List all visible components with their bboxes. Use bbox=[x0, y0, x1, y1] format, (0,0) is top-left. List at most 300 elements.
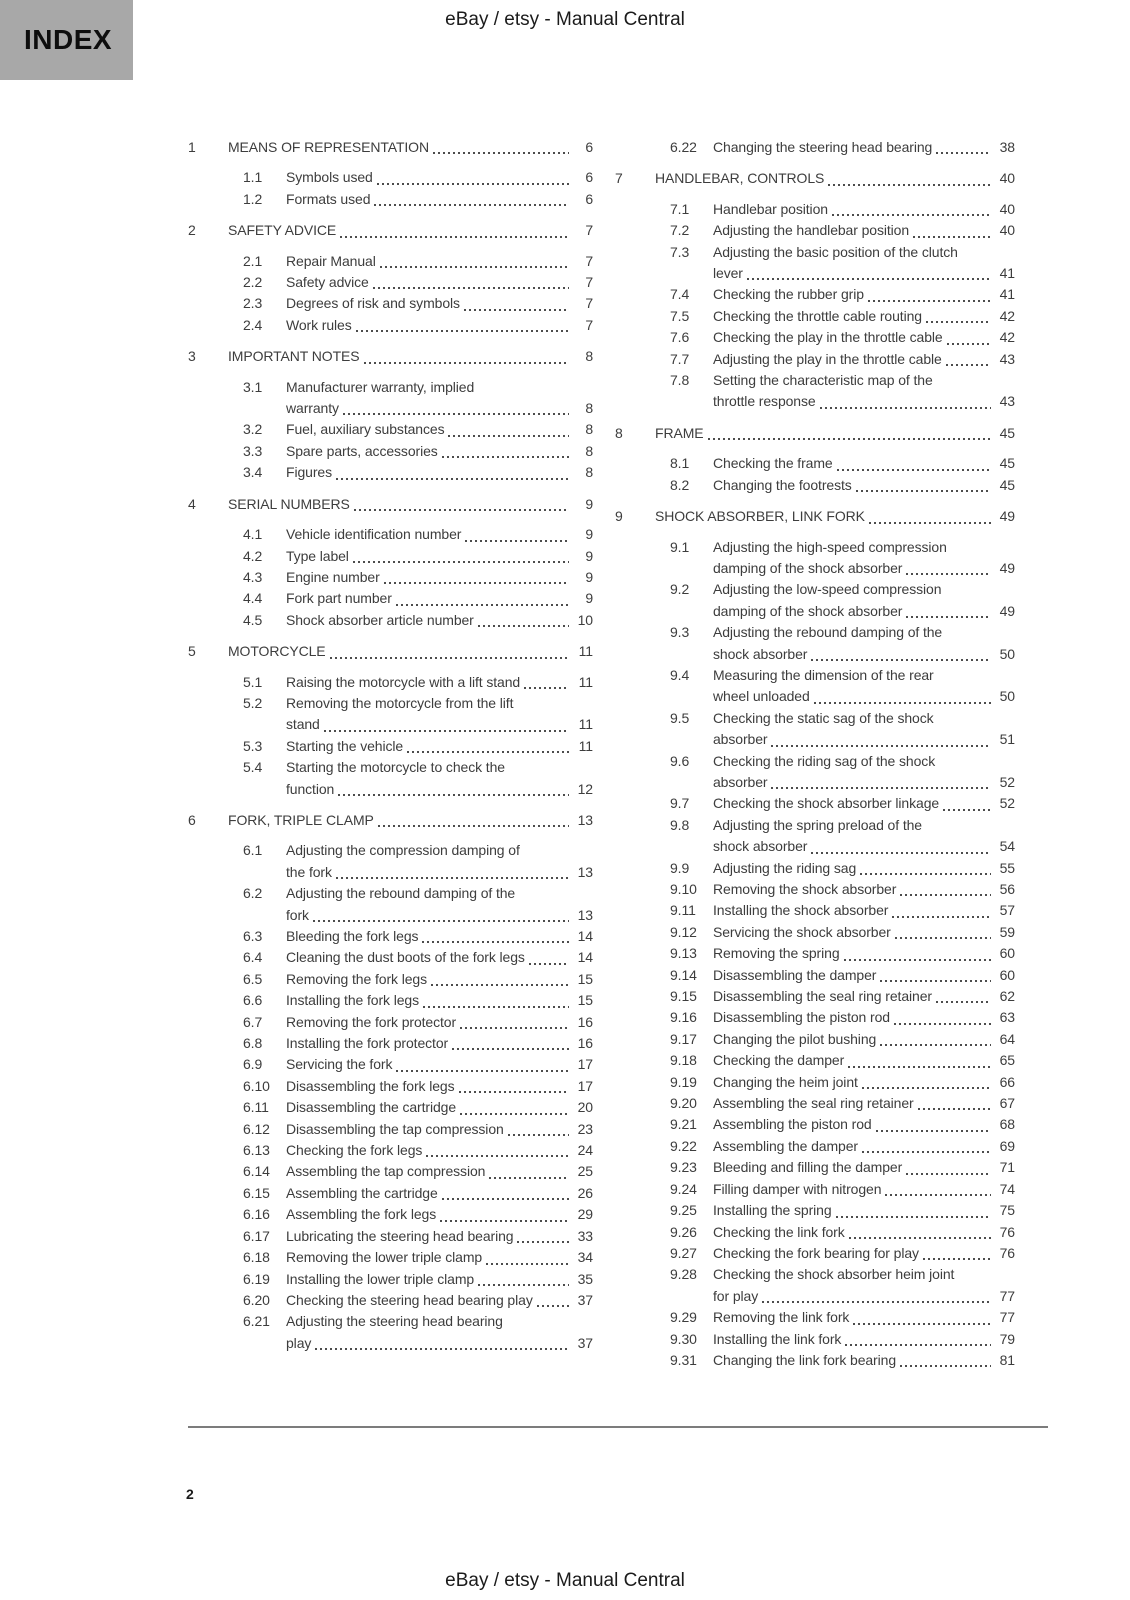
toc-entry-title: Removing the fork legs bbox=[286, 970, 427, 987]
toc-entry-7.3 bbox=[615, 242, 1015, 285]
toc-entry-9 bbox=[615, 506, 1015, 527]
toc-entry-page: 40 bbox=[999, 222, 1015, 239]
toc-entry-number: 3 bbox=[188, 348, 196, 365]
toc-entry-page: 9 bbox=[585, 590, 593, 607]
toc-entry-page: 7 bbox=[585, 295, 593, 312]
toc-entry-body bbox=[713, 242, 1015, 285]
toc-entry-title: Removing the fork protector bbox=[286, 1013, 457, 1030]
toc-entry-body bbox=[713, 622, 1015, 665]
toc-entry-page: 35 bbox=[577, 1270, 593, 1287]
toc-entry-body bbox=[286, 419, 593, 440]
toc-entry-9.9 bbox=[615, 858, 1015, 879]
toc-entry-title: HANDLEBAR, CONTROLS bbox=[655, 170, 825, 187]
dot-leader bbox=[747, 278, 991, 280]
toc-entry-6.14 bbox=[188, 1161, 593, 1182]
toc-entry-9.1 bbox=[615, 537, 1015, 580]
dot-leader bbox=[384, 582, 569, 584]
toc-entry-title: Changing the link fork bearing bbox=[713, 1351, 897, 1368]
toc-entry-lastline bbox=[286, 1119, 593, 1140]
toc-entry-lastline bbox=[713, 137, 1015, 158]
toc-entry-title: Checking the shock absorber heim joint bbox=[713, 1266, 955, 1283]
toc-entry-lastline bbox=[713, 1350, 1015, 1371]
toc-entry-4.4 bbox=[188, 588, 593, 609]
toc-entry-page: 54 bbox=[999, 838, 1015, 855]
toc-entry-lastline bbox=[286, 588, 593, 609]
dot-leader bbox=[837, 469, 991, 471]
dot-leader bbox=[771, 745, 991, 747]
dot-leader bbox=[460, 1113, 569, 1115]
toc-entry-number: 9.22 bbox=[670, 1137, 697, 1154]
toc-entry-6.7 bbox=[188, 1012, 593, 1033]
toc-entry-page: 29 bbox=[577, 1206, 593, 1223]
toc-entry-title: Disassembling the fork legs bbox=[286, 1077, 455, 1094]
dot-leader bbox=[880, 1044, 991, 1046]
toc-entry-page: 66 bbox=[999, 1073, 1015, 1090]
dot-leader bbox=[524, 687, 569, 689]
toc-entry-4.1 bbox=[188, 524, 593, 545]
toc-entry-page: 13 bbox=[577, 863, 593, 880]
toc-entry-title: Lubricating the steering head bearing bbox=[286, 1227, 514, 1244]
toc-entry-body bbox=[286, 1033, 593, 1054]
toc-entry-lastline bbox=[286, 272, 593, 293]
toc-entry-number: 9 bbox=[615, 508, 623, 525]
toc-entry-page: 81 bbox=[999, 1351, 1015, 1368]
toc-entry-body bbox=[713, 1179, 1015, 1200]
toc-entry-body bbox=[286, 546, 593, 567]
toc-entry-6.3 bbox=[188, 926, 593, 947]
dot-leader bbox=[442, 456, 569, 458]
toc-entry-page: 7 bbox=[585, 316, 593, 333]
toc-entry-title: Adjusting the steering head bearing bbox=[286, 1313, 503, 1330]
dot-leader bbox=[452, 1048, 569, 1050]
toc-entry-title: Adjusting the rebound damping of the bbox=[286, 885, 516, 902]
dot-leader bbox=[906, 1173, 991, 1175]
toc-entry-title: Figures bbox=[286, 464, 332, 481]
toc-entry-6.9 bbox=[188, 1054, 593, 1075]
dot-leader bbox=[885, 1194, 991, 1196]
toc-entry-lastline bbox=[713, 1114, 1015, 1135]
toc-entry-number: 7.3 bbox=[670, 243, 690, 260]
toc-entry-title: shock absorber bbox=[713, 645, 808, 662]
dot-leader bbox=[459, 1091, 570, 1093]
toc-entry-title: Manufacturer warranty, implied bbox=[286, 378, 475, 395]
toc-entry-body bbox=[228, 137, 593, 158]
toc-entry-title: Starting the motorcycle to check the bbox=[286, 759, 505, 776]
toc-entry-title: Removing the shock absorber bbox=[713, 881, 897, 897]
toc-entry-title: Handlebar position bbox=[713, 200, 828, 217]
dot-leader bbox=[426, 1155, 569, 1157]
toc-entry-title: Fork part number bbox=[286, 590, 392, 607]
toc-entry-title: Starting the vehicle bbox=[286, 737, 404, 754]
toc-entry-lastline bbox=[713, 922, 1015, 943]
dot-leader bbox=[860, 873, 991, 875]
toc-entry-body bbox=[228, 346, 593, 367]
toc-entry-5 bbox=[188, 641, 593, 662]
toc-entry-page: 49 bbox=[999, 602, 1015, 619]
toc-entry-title: Work rules bbox=[286, 316, 352, 333]
toc-entry-title: Formats used bbox=[286, 190, 371, 207]
toc-entry-title: Checking the link fork bbox=[713, 1223, 845, 1240]
toc-entry-6.16 bbox=[188, 1204, 593, 1225]
toc-entry-6.11 bbox=[188, 1097, 593, 1118]
toc-entry-lastline bbox=[286, 524, 593, 545]
toc-entry-lastline bbox=[713, 1179, 1015, 1200]
toc-entry-title: Assembling the piston rod bbox=[713, 1116, 872, 1133]
dot-leader bbox=[820, 407, 991, 409]
toc-entry-body bbox=[286, 441, 593, 462]
toc-entry-lastline bbox=[713, 793, 1015, 814]
toc-entry-body bbox=[286, 1311, 593, 1354]
toc-entry-9.2 bbox=[615, 579, 1015, 622]
toc-entry-title: MOTORCYCLE bbox=[228, 643, 326, 660]
toc-entry-number: 6.8 bbox=[243, 1035, 263, 1052]
toc-entry-body bbox=[713, 900, 1015, 921]
toc-entry-title: for play bbox=[713, 1287, 759, 1304]
toc-entry-page: 6 bbox=[585, 139, 593, 155]
toc-entry-number: 7.1 bbox=[670, 200, 690, 217]
toc-entry-body bbox=[286, 883, 593, 926]
toc-entry-title: Checking the damper bbox=[713, 1052, 845, 1069]
toc-entry-3 bbox=[188, 346, 593, 367]
toc-entry-title: Adjusting the handlebar position bbox=[713, 222, 910, 239]
toc-entry-body bbox=[713, 986, 1015, 1007]
toc-entry-title: Measuring the dimension of the rear bbox=[713, 666, 934, 683]
toc-entry-lastline bbox=[286, 419, 593, 440]
toc-entry-lastline bbox=[713, 986, 1015, 1007]
toc-entry-title: Assembling the damper bbox=[713, 1137, 858, 1154]
dot-leader bbox=[315, 1348, 569, 1350]
toc-entry-body bbox=[713, 284, 1015, 305]
toc-entry-9.18 bbox=[615, 1050, 1015, 1071]
dot-leader bbox=[862, 1087, 991, 1089]
toc-entry-body bbox=[713, 1093, 1015, 1114]
toc-entry-lastline bbox=[713, 558, 1015, 579]
toc-entry-body bbox=[286, 167, 593, 188]
toc-entry-body bbox=[286, 524, 593, 545]
toc-entry-number: 9.20 bbox=[670, 1095, 697, 1112]
toc-entry-6.4 bbox=[188, 947, 593, 968]
toc-entry-6.12 bbox=[188, 1119, 593, 1140]
toc-entry-page: 60 bbox=[999, 945, 1015, 962]
toc-entry-lastline bbox=[713, 306, 1015, 327]
toc-entry-title: Adjusting the compression damping of bbox=[286, 842, 520, 859]
dot-leader bbox=[374, 204, 569, 206]
toc-entry-lastline bbox=[713, 1243, 1015, 1264]
dot-leader bbox=[923, 1258, 991, 1260]
dot-leader bbox=[868, 300, 991, 302]
toc-entry-lastline bbox=[713, 1286, 1015, 1307]
toc-entry-page: 20 bbox=[577, 1099, 593, 1116]
toc-entry-body bbox=[286, 736, 593, 757]
toc-entry-page: 71 bbox=[999, 1159, 1015, 1176]
toc-entry-body bbox=[286, 588, 593, 609]
toc-entry-page: 38 bbox=[999, 139, 1015, 155]
toc-entry-page: 11 bbox=[578, 716, 593, 733]
toc-entry-lastline bbox=[713, 1307, 1015, 1328]
toc-entry-8 bbox=[615, 423, 1015, 444]
dot-leader bbox=[906, 573, 991, 575]
toc-entry-title: Servicing the shock absorber bbox=[713, 923, 891, 940]
toc-entry-title: Repair Manual bbox=[286, 252, 376, 269]
toc-entry-title: Adjusting the spring preload of the bbox=[713, 816, 922, 833]
toc-entry-title: Changing the steering head bearing bbox=[713, 139, 933, 155]
dot-leader bbox=[407, 751, 569, 753]
toc-entry-number: 9.10 bbox=[670, 881, 697, 897]
toc-entry-number: 6.13 bbox=[243, 1142, 270, 1159]
toc-entry-5.4 bbox=[188, 757, 593, 800]
toc-entry-page: 68 bbox=[999, 1116, 1015, 1133]
toc-entry-title: function bbox=[286, 780, 335, 797]
dot-leader bbox=[364, 362, 569, 364]
toc-entry-title: Installing the fork legs bbox=[286, 992, 420, 1009]
toc-entry-9.20 bbox=[615, 1093, 1015, 1114]
toc-entry-body bbox=[286, 610, 593, 631]
toc-entry-lastline bbox=[286, 905, 593, 926]
toc-entry-body bbox=[286, 272, 593, 293]
toc-entry-8.2 bbox=[615, 475, 1015, 496]
toc-entry-number: 7.6 bbox=[670, 329, 690, 346]
toc-entry-title: Installing the spring bbox=[713, 1202, 832, 1219]
toc-entry-page: 64 bbox=[999, 1030, 1015, 1047]
toc-entry-title: stand bbox=[286, 716, 320, 733]
toc-entry-lastline bbox=[713, 900, 1015, 921]
toc-entry-page: 42 bbox=[999, 329, 1015, 346]
toc-entry-body bbox=[286, 947, 593, 968]
toc-entry-body bbox=[655, 423, 1015, 444]
toc-entry-number: 2.2 bbox=[243, 274, 263, 291]
dot-leader bbox=[862, 1151, 991, 1153]
toc-entry-1 bbox=[188, 137, 593, 158]
toc-entry-title: absorber bbox=[713, 731, 768, 748]
toc-entry-body bbox=[713, 1350, 1015, 1371]
toc-entry-lastline bbox=[286, 189, 593, 210]
toc-entry-title: Shock absorber article number bbox=[286, 611, 474, 628]
toc-entry-page: 79 bbox=[999, 1330, 1015, 1347]
toc-entry-body bbox=[713, 327, 1015, 348]
toc-entry-lastline bbox=[286, 714, 593, 735]
dot-leader bbox=[869, 522, 991, 524]
toc-entry-page: 14 bbox=[577, 928, 593, 944]
dot-leader bbox=[422, 941, 569, 943]
toc-entry-lastline bbox=[228, 220, 593, 241]
toc-entry-title: fork bbox=[286, 906, 309, 923]
toc-entry-body bbox=[286, 1076, 593, 1097]
dot-leader bbox=[448, 435, 569, 437]
toc-entry-title: Checking the fork bearing for play bbox=[713, 1244, 919, 1261]
toc-entry-lastline bbox=[713, 772, 1015, 793]
toc-entry-body bbox=[228, 641, 593, 662]
toc-entry-page: 45 bbox=[999, 476, 1015, 493]
toc-entry-number: 6.6 bbox=[243, 992, 263, 1009]
dot-leader bbox=[849, 1237, 991, 1239]
toc-entry-body bbox=[713, 1264, 1015, 1307]
dot-leader bbox=[336, 877, 569, 879]
toc-entry-number: 9.25 bbox=[670, 1202, 697, 1219]
dot-leader bbox=[880, 980, 991, 982]
toc-entry-lastline bbox=[713, 1200, 1015, 1221]
toc-entry-title: Changing the heim joint bbox=[713, 1073, 858, 1090]
dot-leader bbox=[811, 852, 991, 854]
toc-entry-page: 40 bbox=[999, 200, 1015, 217]
toc-column-left bbox=[188, 127, 593, 1371]
toc-entry-7.7 bbox=[615, 349, 1015, 370]
dot-leader bbox=[708, 438, 991, 440]
toc-entry-body bbox=[286, 251, 593, 272]
dot-leader bbox=[814, 702, 991, 704]
footer-divider bbox=[188, 1426, 1048, 1428]
toc-entry-title: throttle response bbox=[713, 393, 816, 410]
toc-entry-title: Engine number bbox=[286, 568, 380, 585]
toc-entry-lastline bbox=[286, 546, 593, 567]
dot-leader bbox=[353, 561, 569, 563]
toc-entry-3.3 bbox=[188, 441, 593, 462]
toc-entry-number: 6.17 bbox=[243, 1227, 270, 1244]
toc-entry-9.13 bbox=[615, 943, 1015, 964]
dot-leader bbox=[906, 616, 991, 618]
toc-entry-page: 8 bbox=[585, 421, 593, 438]
toc-entry-title: Assembling the tap compression bbox=[286, 1163, 486, 1180]
toc-entry-number: 6.20 bbox=[243, 1291, 270, 1308]
toc-entry-page: 9 bbox=[585, 526, 593, 543]
toc-entry-body bbox=[713, 1114, 1015, 1135]
toc-entry-9.10 bbox=[615, 879, 1015, 900]
toc-entry-body bbox=[713, 306, 1015, 327]
toc-entry-body bbox=[713, 579, 1015, 622]
toc-entry-title: Adjusting the rebound damping of the bbox=[713, 624, 943, 641]
toc-entry-lastline bbox=[286, 293, 593, 314]
toc-entry-lastline bbox=[713, 475, 1015, 496]
toc-entry-lastline bbox=[286, 926, 593, 947]
toc-entry-page: 33 bbox=[577, 1227, 593, 1244]
toc-entry-page: 34 bbox=[577, 1249, 593, 1266]
toc-entry-body bbox=[286, 990, 593, 1011]
toc-entry-number: 6.12 bbox=[243, 1120, 270, 1137]
toc-entry-lastline bbox=[286, 969, 593, 990]
toc-entry-body bbox=[713, 1050, 1015, 1071]
toc-entry-6.20 bbox=[188, 1290, 593, 1311]
toc-entry-4.2 bbox=[188, 546, 593, 567]
toc-entry-body bbox=[286, 1119, 593, 1140]
dot-leader bbox=[340, 236, 569, 238]
toc-entry-page: 65 bbox=[999, 1052, 1015, 1069]
toc-entry-page: 8 bbox=[585, 400, 593, 417]
toc-entry-page: 7 bbox=[585, 222, 593, 239]
toc-entry-page: 50 bbox=[999, 645, 1015, 662]
toc-entry-lastline bbox=[713, 327, 1015, 348]
toc-entry-lastline bbox=[286, 1054, 593, 1075]
dot-leader bbox=[892, 916, 991, 918]
dot-leader bbox=[946, 364, 991, 366]
toc-entry-lastline bbox=[713, 644, 1015, 665]
toc-entry-title: Checking the steering head bearing play bbox=[286, 1291, 533, 1308]
toc-entry-number: 9.8 bbox=[670, 816, 690, 833]
toc-entry-lastline bbox=[713, 1157, 1015, 1178]
toc-entry-body bbox=[286, 293, 593, 314]
toc-entry-title: Installing the shock absorber bbox=[713, 902, 889, 919]
toc-entry-body bbox=[713, 751, 1015, 794]
toc-entry-lastline bbox=[713, 1029, 1015, 1050]
toc-entry-title: Raising the motorcycle with a lift stand bbox=[286, 673, 521, 690]
toc-entry-6.8 bbox=[188, 1033, 593, 1054]
dot-leader bbox=[844, 959, 992, 961]
document-footer-title: eBay / etsy - Manual Central bbox=[445, 1570, 685, 1591]
toc-entry-number: 9.7 bbox=[670, 795, 690, 812]
toc-entry-title: SAFETY ADVICE bbox=[228, 222, 337, 239]
toc-entry-lastline bbox=[228, 641, 593, 662]
toc-entry-4.3 bbox=[188, 567, 593, 588]
toc-entry-title: Bleeding the fork legs bbox=[286, 928, 419, 944]
table-of-contents bbox=[188, 127, 1015, 1371]
toc-entry-number: 5 bbox=[188, 643, 196, 660]
toc-entry-lastline bbox=[713, 199, 1015, 220]
toc-entry-page: 42 bbox=[999, 307, 1015, 324]
toc-entry-lastline bbox=[286, 1183, 593, 1204]
toc-entry-9.31 bbox=[615, 1350, 1015, 1371]
toc-entry-page: 77 bbox=[999, 1309, 1015, 1326]
toc-entry-body bbox=[713, 370, 1015, 413]
toc-entry-page: 16 bbox=[577, 1013, 593, 1030]
toc-entry-6.21 bbox=[188, 1311, 593, 1354]
dot-leader bbox=[936, 1001, 991, 1003]
toc-entry-body bbox=[713, 220, 1015, 241]
toc-entry-6.10 bbox=[188, 1076, 593, 1097]
toc-entry-lastline bbox=[655, 506, 1015, 527]
toc-entry-number: 8 bbox=[615, 424, 623, 441]
toc-entry-9.22 bbox=[615, 1136, 1015, 1157]
toc-entry-number: 6.15 bbox=[243, 1184, 270, 1201]
toc-entry-9.12 bbox=[615, 922, 1015, 943]
toc-entry-number: 9.28 bbox=[670, 1266, 697, 1283]
toc-entry-9.11 bbox=[615, 900, 1015, 921]
toc-entry-number: 8.1 bbox=[670, 455, 690, 472]
toc-entry-number: 6.16 bbox=[243, 1206, 270, 1223]
toc-entry-lastline bbox=[713, 284, 1015, 305]
toc-entry-6.19 bbox=[188, 1269, 593, 1290]
toc-entry-title: Changing the footrests bbox=[713, 476, 852, 493]
toc-entry-body bbox=[713, 943, 1015, 964]
toc-entry-page: 41 bbox=[999, 265, 1015, 282]
toc-entry-page: 8 bbox=[585, 442, 593, 459]
toc-entry-9.23 bbox=[615, 1157, 1015, 1178]
toc-entry-lastline bbox=[713, 263, 1015, 284]
toc-entry-body bbox=[713, 1200, 1015, 1221]
toc-entry-number: 2.1 bbox=[243, 252, 263, 269]
toc-entry-title: the fork bbox=[286, 863, 332, 880]
toc-entry-number: 1.1 bbox=[243, 169, 263, 186]
toc-entry-title: Cleaning the dust boots of the fork legs bbox=[286, 949, 525, 966]
toc-entry-page: 57 bbox=[999, 902, 1015, 919]
toc-entry-page: 6 bbox=[585, 190, 593, 207]
toc-entry-body bbox=[228, 810, 593, 831]
toc-entry-body bbox=[713, 793, 1015, 814]
toc-entry-page: 17 bbox=[577, 1077, 593, 1094]
toc-entry-title: absorber bbox=[713, 773, 768, 790]
toc-entry-title: SERIAL NUMBERS bbox=[228, 495, 350, 512]
toc-entry-page: 37 bbox=[577, 1291, 593, 1308]
toc-entry-2 bbox=[188, 220, 593, 241]
toc-entry-lastline bbox=[286, 1097, 593, 1118]
toc-entry-number: 6.1 bbox=[243, 842, 263, 859]
toc-entry-5.1 bbox=[188, 672, 593, 693]
toc-entry-lastline bbox=[286, 1204, 593, 1225]
dot-leader bbox=[440, 1220, 569, 1222]
toc-entry-2.4 bbox=[188, 315, 593, 336]
dot-leader bbox=[926, 321, 991, 323]
dot-leader bbox=[771, 787, 991, 789]
toc-entry-9.24 bbox=[615, 1179, 1015, 1200]
toc-entry-page: 12 bbox=[577, 780, 593, 797]
toc-entry-number: 3.3 bbox=[243, 442, 263, 459]
